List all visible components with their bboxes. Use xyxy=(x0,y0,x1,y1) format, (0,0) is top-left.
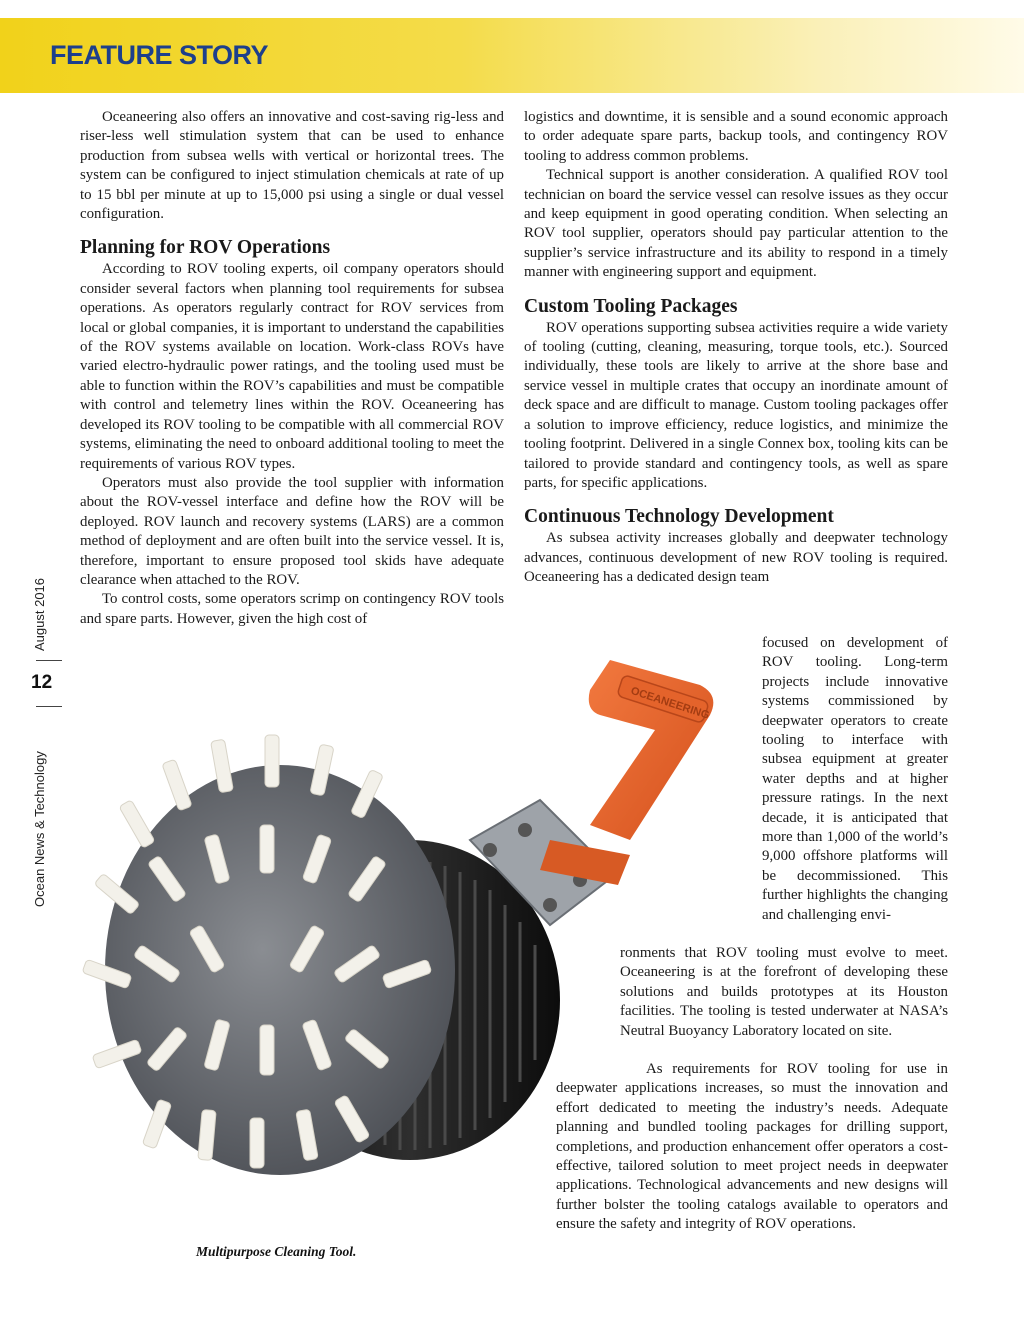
paragraph: Technical support is another consideration. A qualified ROV tool technician on board the service vessel can resolve issues as they occur and keep equipment in good operating condition. When selecting an ROV tool supplier, operators should pay particular attention to the supplier’s service infrastructure and its ability to respond in a timely manner with engineering support and equipment. xyxy=(524,167,948,281)
page-number: 12 xyxy=(31,672,53,693)
publication-name: Ocean News & Technology xyxy=(32,751,47,907)
paragraph: Oceaneering also offers an innovative and cost-saving rig-less and riser-less well stimulation system that can be used to enhance production from subsea wells with vertical or horizontal trees. The system can be configured to inject stimulation chemicals at rate of up to 15 bbl per minute at up to 15,000 psi using a single or dual vessel configuration. xyxy=(80,109,504,223)
paragraph: As subsea activity increases globally and deepwater technology advances, continuous development of new ROV tooling is required. Oceaneering has a dedicated design team xyxy=(524,530,948,586)
sidebar-divider xyxy=(36,706,62,707)
section-heading: Continuous Technology Development xyxy=(524,506,834,528)
wrapped-paragraph: focused on development of ROV tooling. Long-term projects include innovative systems commissioned by deepwater operators to create tooling to interface with subsea equipment at greater water depths and at higher pressure ratings. In the next decade, it is anticipated that more than 1,000 of the world’s 9,000 offshore platforms will be decommissioned. This further highlights the changing and challenging envi- xyxy=(762,635,948,923)
figure-caption: Multipurpose Cleaning Tool. xyxy=(196,1244,357,1259)
section-title: FEATURE STORY xyxy=(50,40,269,70)
paragraph: To control costs, some operators scrimp on contingency ROV tools and spare parts. However, given the high cost of xyxy=(80,591,504,627)
right-column xyxy=(524,108,948,588)
orange-handle xyxy=(540,660,713,885)
paragraph: ROV operations supporting subsea activities require a wide variety of tooling (cutting, cleaning, measuring, torque tools, etc.). Sourced individually, these tools are likely to arrive at the shore base and service vessel in multiple crates that occupy an inordinate amount of deck space and are difficult to manage. Custom tooling packages offer a solution to improve efficiency, reduce logistics, and minimize the tooling footprint. Delivered in a single Connex box, tooling kits can be tailored to provide standard and contingency tools, as well as spare parts, for specific applications. xyxy=(524,319,948,491)
section-heading: Planning for ROV Operations xyxy=(80,237,331,259)
section-banner xyxy=(0,18,1024,93)
paragraph: logistics and downtime, it is sensible and a sound economic approach to order adequate spare parts, backup tools, and contingency ROV tooling to address common problems. xyxy=(524,109,948,164)
section-heading: Custom Tooling Packages xyxy=(524,295,738,317)
wrapped-paragraph: ronments that ROV tooling must evolve to meet. Oceaneering is at the forefront of developing these solutions and builds prototypes at its Houston facilities. The tooling is tested underwater at NASA’s Neutral Buoyancy Laboratory located on site. xyxy=(620,945,948,1039)
paragraph: According to ROV tooling experts, oil company operators should consider several factors when planning tool requirements for subsea operations. As operators regularly contract for ROV services from local or global companies, it is important to understand the capabilities of the ROV systems available on location. Work-class ROVs have varied electro-hydraulic power ratings, and the tooling used must be able to function within the ROV’s capabilities and must be compatible with control and telemetry lines within the ROV. Oceaneering has developed its ROV tooling to be compatible with all commercial ROV systems, eliminating the need to onboard additional tooling to meet the requirements of various ROV types. xyxy=(80,261,504,472)
handle-logo: OCEANEERING xyxy=(629,684,711,722)
left-column xyxy=(80,108,504,629)
cleaning-tool-photo xyxy=(70,640,711,1240)
sidebar-divider xyxy=(36,660,62,661)
issue-date: August 2016 xyxy=(32,577,47,651)
paragraph: Operators must also provide the tool supplier with information about the ROV-vessel interface and define how the ROV will be deployed. ROV launch and recovery systems (LARS) are a common method of deployment and are often built into the service vessel. It is, therefore, important to ensure proposed tool skids have adequate clearance when attached to the ROV. xyxy=(80,474,504,588)
closing-paragraph: As requirements for ROV tooling for use in deepwater applications increases, so must the innovation and effort dedicated to meeting the industry’s needs. Adequate planning and bundled tooling packages for drilling support, completions, and production enhancement offer operators a cost-effective, tailored solution to meet project needs in deepwater applications. Technological advancements and new designs will further bolster the tooling catalogs available to operators and ensure the safety and integrity of ROV operations. xyxy=(556,1061,948,1233)
